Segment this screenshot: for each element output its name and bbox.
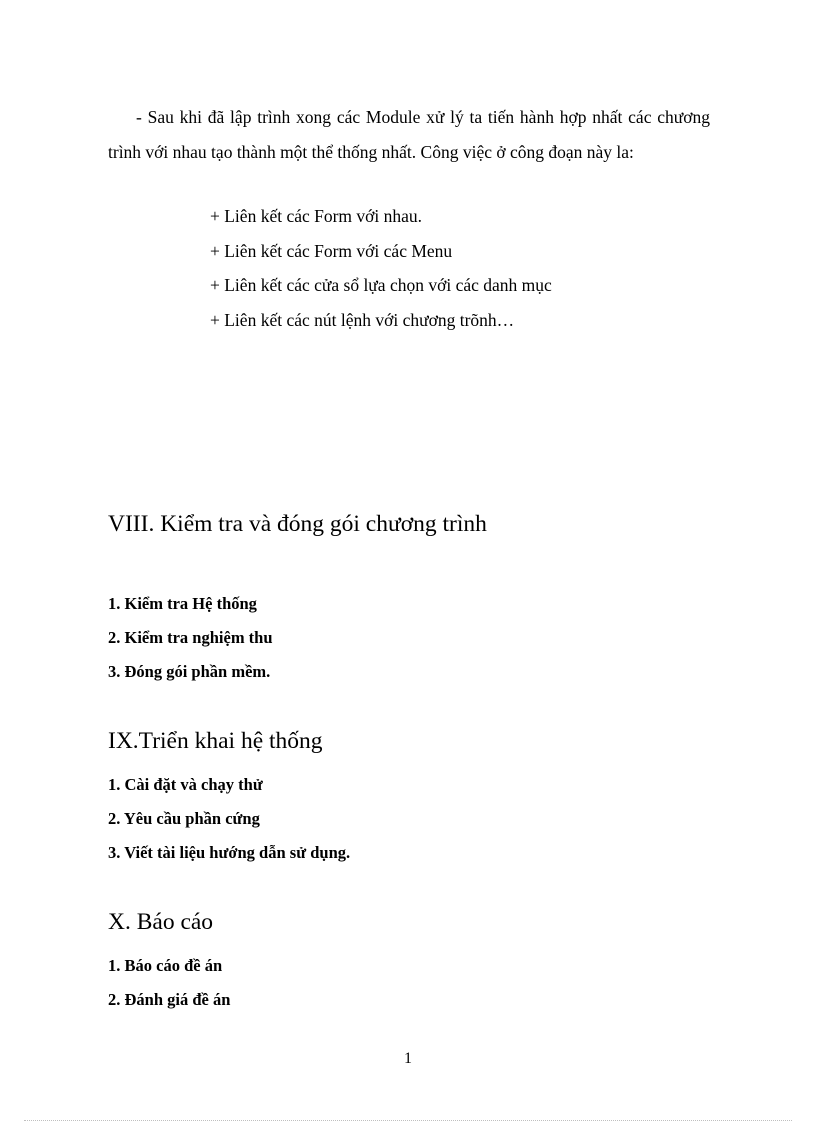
list-item: + Liên kết các Form với nhau.	[210, 206, 423, 226]
list-item: 1. Báo cáo đề án	[108, 956, 223, 975]
list-item: + Liên kết các nút lệnh với chương trõnh…	[210, 309, 515, 330]
section-viii-items	[108, 587, 273, 689]
list-item: 3. Viết tài liệu hướng dẫn sử dụng.	[108, 843, 351, 862]
bullet-list	[210, 199, 552, 337]
section-ix-items	[108, 768, 350, 870]
list-item: 3. Đóng gói phần mềm.	[108, 662, 271, 681]
list-item: 1. Kiểm tra Hệ thống	[108, 594, 257, 613]
intro-paragraph: - Sau khi đã lập trình xong các Module xử lý ta tiến hành hợp nhất các chương trình với nhau tạo thành một thể thống nhất. Công việc ở công đoạn này la:	[108, 107, 710, 162]
list-item: 2. Đánh giá đề án	[108, 990, 231, 1009]
list-item: 2. Yêu cầu phần cứng	[108, 809, 260, 828]
footer-divider	[24, 1120, 792, 1121]
list-item: 1. Cài đặt và chạy thử	[108, 775, 263, 794]
section-heading-viii: VIII. Kiểm tra và đóng gói chương trình	[108, 511, 487, 537]
section-x-items	[108, 949, 230, 1017]
list-item: + Liên kết các cửa sổ lựa chọn với các danh mục	[210, 275, 552, 295]
section-heading-x: X. Báo cáo	[108, 909, 214, 935]
section-heading-ix: IX.Triển khai hệ thống	[108, 728, 323, 754]
page-number: 1	[404, 1050, 412, 1067]
list-item: 2. Kiểm tra nghiệm thu	[108, 628, 273, 647]
list-item: + Liên kết các Form với các Menu	[210, 240, 453, 261]
